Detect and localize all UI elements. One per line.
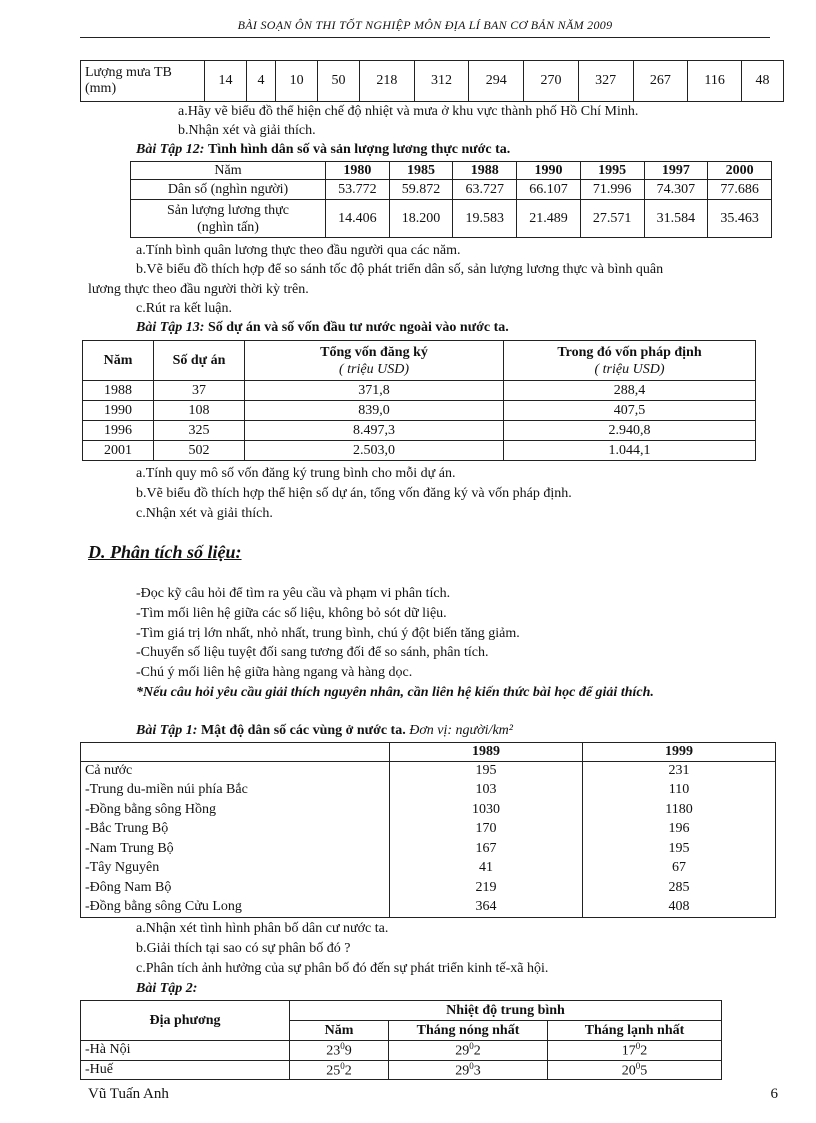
cell: 231 [583,762,776,781]
cell: 18.200 [389,200,453,238]
col-header: Tháng lạnh nhất [548,1021,722,1041]
temp-dec: 5 [640,1063,648,1079]
row-label: -Huế [81,1060,290,1080]
cell: 2001 [83,441,154,461]
cell: 14.406 [326,200,390,238]
cell: 21.489 [517,200,581,238]
cell: 2.503,0 [245,441,504,461]
question: lương thực theo đầu người thời kỳ trên. [88,282,309,297]
temp-sup: 0 [340,1060,345,1071]
rain-value: 294 [469,61,524,102]
cell: 371,8 [245,381,504,401]
question: b.Giải thích tại sao có sự phân bố đó ? [136,941,351,956]
cell: 2.940,8 [504,421,756,441]
author: Vũ Tuấn Anh [88,1086,169,1102]
temp-sup: 0 [340,1041,345,1051]
cell: 74.307 [644,180,708,200]
temp-int: 17 [621,1043,636,1059]
col-header: Năm [290,1021,389,1041]
temp-int: 25 [326,1063,341,1079]
rain-value: 312 [414,61,469,102]
temp-dec: 2 [344,1063,352,1079]
question: c.Phân tích ảnh hưởng của sự phân bố đó đến sự phát triển kinh tế-xã hội. [136,961,549,976]
col-header: 1995 [580,162,644,180]
instruction: -Đọc kỹ câu hỏi để tìm ra yêu cầu và phạm vi phân tích. [136,586,451,601]
cell [389,1041,548,1061]
col-header: 1988 [453,162,517,180]
col-header-unit: ( triệu USD) [594,361,665,377]
population-table [130,161,772,238]
unit-text: Đơn vị: người/km² [409,723,513,738]
cell: 27.571 [580,200,644,238]
col-header: 1985 [389,162,453,180]
cell: 195 [390,762,583,781]
temp-dec: 2 [473,1043,481,1059]
col-header-title: Tổng vốn đăng ký [320,344,428,360]
col-header-title: Trong đó vốn pháp định [557,344,702,360]
row-label: -Hà Nội [81,1041,290,1061]
cell: 170 [390,820,583,840]
cell: 108 [154,401,245,421]
cell: 288,4 [504,381,756,401]
rain-value: 14 [205,61,247,102]
col-header: 1999 [583,743,776,762]
cell: 1.044,1 [504,441,756,461]
note: *Nếu câu hỏi yêu cầu giải thích nguyên nhân, cần liên hệ kiến thức bài học để giải thích. [136,685,654,700]
row-label: -Đồng bằng sông Hồng [81,800,390,820]
col-header-unit: ( triệu USD) [339,361,409,377]
instruction: -Tìm giá trị lớn nhất, nhỏ nhất, trung bình, chú ý đột biến tăng giảm. [136,626,520,641]
exercise-title [136,142,510,158]
temperature-table [80,1000,722,1080]
rain-value: 327 [578,61,633,102]
cell [548,1060,722,1080]
temp-sup: 0 [635,1041,641,1051]
rain-value: 116 [688,61,742,102]
cell: 110 [583,781,776,801]
question: a.Tính quy mô số vốn đăng ký trung bình cho mỗi dự án. [136,466,456,481]
cell: 1988 [83,381,154,401]
cell: 35.463 [708,200,772,238]
col-header: 2000 [708,162,772,180]
page-header: BÀI SOẠN ÔN THI TỐT NGHIỆP MÔN ĐỊA LÍ BAN CƠ BẢN NĂM 2009 [80,18,770,38]
cell: 196 [583,820,776,840]
row-label: -Tây Nguyên [81,859,390,879]
exercise-title [136,981,197,997]
row-label: -Trung du-miền núi phía Bắc [81,781,390,801]
cell: 502 [154,441,245,461]
cell: 67 [583,859,776,879]
cell: 195 [583,839,776,859]
row-label: Cả nước [81,762,390,781]
temp-sup: 0 [469,1041,474,1051]
col-header: 1989 [390,743,583,762]
cell: 8.497,3 [245,421,504,441]
cell: 325 [154,421,245,441]
temp-int: 29 [455,1043,470,1059]
col-header: Năm [83,341,154,381]
exercise-title-text: Tình hình dân số và sản lượng lương thực nước ta. [207,142,511,157]
question: a.Hãy vẽ biểu đồ thể hiện chế độ nhiệt và mưa ở khu vực thành phố Hồ Chí Minh. [178,104,639,119]
temp-int: 23 [326,1043,341,1059]
question: c.Rút ra kết luận. [136,301,233,316]
rain-table [80,60,784,102]
cell: 66.107 [517,180,581,200]
cell [389,1060,548,1080]
cell: 219 [390,878,583,898]
cell: 1996 [83,421,154,441]
temp-int: 20 [621,1063,636,1079]
row-label: -Đông Nam Bộ [81,878,390,898]
rain-value: 10 [276,61,318,102]
question: c.Nhận xét và giải thích. [136,506,273,521]
rain-value: 267 [633,61,688,102]
cell: 1180 [583,800,776,820]
cell: 407,5 [504,401,756,421]
cell: 71.996 [580,180,644,200]
rain-label: Lượng mưa TB (mm) [81,61,205,102]
rain-value: 218 [359,61,414,102]
rain-value: 270 [524,61,579,102]
cell: 1030 [390,800,583,820]
question: b.Vẽ biểu đồ thích hợp để so sánh tốc độ phát triển dân số, sản lượng lương thực và bình quân [136,262,664,277]
col-header: 1990 [517,162,581,180]
cell [548,1041,722,1061]
investment-table [82,340,756,461]
col-header: 1997 [644,162,708,180]
cell: 77.686 [708,180,772,200]
col-header: 1980 [326,162,390,180]
row-label: -Đồng bằng sông Cửu Long [81,898,390,918]
exercise-label: Bài Tập 12: [136,142,205,157]
cell: 63.727 [453,180,517,200]
exercise-title [136,723,513,739]
row-label: Dân số (nghìn người) [131,180,326,200]
question: a.Nhận xét tình hình phân bố dân cư nước ta. [136,921,389,936]
instruction: -Tìm mối liên hệ giữa các số liệu, không bỏ sót dữ liệu. [136,606,447,621]
cell: 37 [154,381,245,401]
row-label: -Bắc Trung Bộ [81,820,390,840]
exercise-title-text: Mật độ dân số các vùng ở nước ta. [200,723,406,738]
temp-sup: 0 [469,1060,474,1071]
instruction: -Chuyển số liệu tuyệt đối sang tương đối để so sánh, phân tích. [136,645,489,660]
col-header [504,341,756,381]
cell: 41 [390,859,583,879]
section-title: D. Phân tích số liệu: [88,542,242,562]
rain-value: 4 [246,61,275,102]
question: b.Nhận xét và giải thích. [178,123,316,138]
cell: 59.872 [389,180,453,200]
rain-value: 48 [741,61,783,102]
col-header [245,341,504,381]
question: a.Tính bình quân lương thực theo đầu người qua các năm. [136,243,461,258]
cell: 839,0 [245,401,504,421]
cell: 167 [390,839,583,859]
cell: 103 [390,781,583,801]
cell: 53.772 [326,180,390,200]
col-header: Số dự án [154,341,245,381]
cell: 285 [583,878,776,898]
cell [290,1060,389,1080]
cell: 408 [583,898,776,918]
cell: 19.583 [453,200,517,238]
density-table [80,742,776,918]
row-label: -Nam Trung Bộ [81,839,390,859]
exercise-label: Bài Tập 13: [136,320,205,335]
temp-sup: 0 [635,1060,641,1071]
temp-dec: 9 [344,1043,352,1059]
col-header: Tháng nóng nhất [389,1021,548,1041]
cell: 31.584 [644,200,708,238]
exercise-label: Bài Tập 1: [136,723,198,738]
cell [290,1041,389,1061]
exercise-title [136,320,509,336]
exercise-title-text: Số dự án và số vốn đầu tư nước ngoài vào nước ta. [207,320,509,335]
temp-dec: 3 [473,1063,481,1079]
instruction: -Chú ý mối liên hệ giữa hàng ngang và hàng dọc. [136,665,413,680]
col-header: Nhiệt độ trung bình [290,1001,722,1021]
rain-value: 50 [318,61,360,102]
col-header: Năm [131,162,326,180]
exercise-label: Bài Tập 2: [136,981,198,996]
page-number: 6 [770,1086,778,1102]
page-footer [88,1086,778,1103]
temp-dec: 2 [640,1043,648,1059]
temp-int: 29 [455,1063,470,1079]
question: b.Vẽ biểu đồ thích hợp thể hiện số dự án, tổng vốn đăng ký và vốn pháp định. [136,486,572,501]
cell: 1990 [83,401,154,421]
cell: 364 [390,898,583,918]
empty-header [81,743,390,762]
col-header: Địa phương [81,1001,290,1041]
row-label: Sản lượng lương thực (nghìn tấn) [131,200,326,238]
